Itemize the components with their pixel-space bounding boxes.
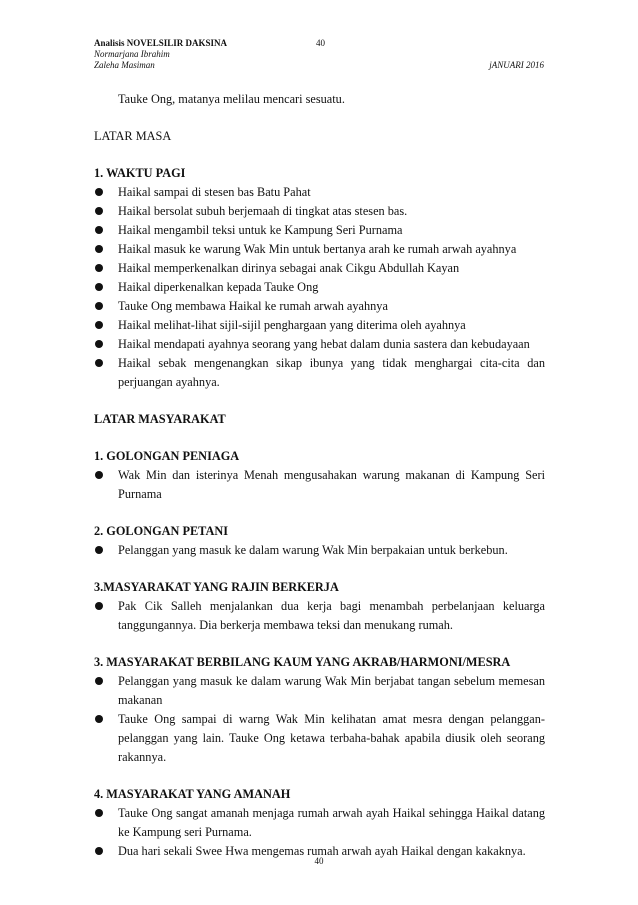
footer-page-number: 40 xyxy=(314,856,324,866)
list-item xyxy=(94,597,545,635)
list-item-text: Haikal sampai di stesen bas Batu Pahat xyxy=(118,185,311,199)
spacer xyxy=(94,504,545,522)
document-title: Analisis NOVELSILIR DAKSINA xyxy=(94,38,228,48)
list-item xyxy=(94,804,545,842)
header-date: jANUARI 2016 xyxy=(489,60,544,70)
spacer xyxy=(94,146,545,164)
bullet-icon xyxy=(95,207,103,215)
list-item-text: Haikal memperkenalkan dirinya sebagai anak Cikgu Abdullah Kayan xyxy=(118,261,460,275)
list-item-text: Haikal masuk ke warung Wak Min untuk bertanya arah ke rumah arwah ayahnya xyxy=(118,242,517,256)
berbilang-kaum-heading: 3. MASYARAKAT BERBILANG KAUM YANG AKRAB/HARMONI/MESRA xyxy=(94,655,511,669)
bullet-icon xyxy=(95,359,103,367)
page-header xyxy=(94,38,544,71)
list-item-text: Pelanggan yang masuk ke dalam warung Wak Min berjabat tangan sebelum memesan makanan xyxy=(118,674,545,707)
bullet-icon xyxy=(95,602,103,610)
waktu-pagi-list xyxy=(94,183,545,392)
list-item-text: Haikal bersolat subuh berjemaah di tingkat atas stesen bas. xyxy=(118,204,408,218)
list-item xyxy=(94,221,545,240)
list-item xyxy=(94,466,545,504)
list-item-text: Tauke Ong sangat amanah menjaga rumah arwah ayah Haikal sehingga Haikal datang ke Kampung seri Purnama. xyxy=(118,806,545,839)
header-page-number: 40 xyxy=(316,38,325,48)
document-body xyxy=(94,90,545,861)
bullet-icon xyxy=(95,226,103,234)
list-item xyxy=(94,297,545,316)
list-item xyxy=(94,541,545,560)
bullet-icon xyxy=(95,245,103,253)
list-item-text: Haikal mendapati ayahnya seorang yang hebat dalam dunia sastera dan kebudayaan xyxy=(118,337,530,351)
list-item xyxy=(94,183,545,202)
list-item-text: Pelanggan yang masuk ke dalam warung Wak Min berpakaian untuk berkebun. xyxy=(118,543,508,557)
bullet-icon xyxy=(95,321,103,329)
rajin-berkerja-list xyxy=(94,597,545,635)
author-name-1: Normarjana Ibrahim xyxy=(94,49,170,59)
spacer xyxy=(94,392,545,410)
bullet-icon xyxy=(95,715,103,723)
bullet-icon xyxy=(95,677,103,685)
list-item-text: Dua hari sekali Swee Hwa mengemas rumah arwah ayah Haikal dengan kakaknya. xyxy=(118,844,526,858)
list-item xyxy=(94,672,545,710)
bullet-icon xyxy=(95,809,103,817)
list-item-text: Pak Cik Salleh menjalankan dua kerja bagi menambah perbelanjaan keluarga tanggungannya. Dia berkerja membawa teksi dan menukang rumah. xyxy=(118,599,545,632)
amanah-heading: 4. MASYARAKAT YANG AMANAH xyxy=(94,787,291,801)
golongan-peniaga-heading: 1. GOLONGAN PENIAGA xyxy=(94,449,240,463)
bullet-icon xyxy=(95,188,103,196)
golongan-petani-heading: 2. GOLONGAN PETANI xyxy=(94,524,229,538)
list-item xyxy=(94,240,545,259)
list-item xyxy=(94,278,545,297)
list-item xyxy=(94,316,545,335)
spacer xyxy=(94,560,545,578)
spacer xyxy=(94,635,545,653)
list-item-text: Haikal melihat-lihat sijil-sijil penghargaan yang diterima oleh ayahnya xyxy=(118,318,466,332)
list-item-text: Tauke Ong sampai di warng Wak Min kelihatan amat mesra dengan pelanggan-pelanggan yang lain. Tauke Ong ketawa terbaha-bahak apabila diusik oleh seorang rakannya. xyxy=(118,712,545,764)
bullet-icon xyxy=(95,847,103,855)
rajin-berkerja-heading: 3.MASYARAKAT YANG RAJIN BERKERJA xyxy=(94,580,339,594)
golongan-peniaga-list xyxy=(94,466,545,504)
spacer xyxy=(94,429,545,447)
latar-masa-heading: LATAR MASA xyxy=(94,129,172,143)
spacer xyxy=(94,767,545,785)
bullet-icon xyxy=(95,283,103,291)
list-item xyxy=(94,202,545,221)
berbilang-kaum-list xyxy=(94,672,545,767)
spacer xyxy=(94,109,545,127)
list-item xyxy=(94,259,545,278)
bullet-icon xyxy=(95,264,103,272)
list-item-text: Haikal mengambil teksi untuk ke Kampung Seri Purnama xyxy=(118,223,403,237)
author-name-2: Zaleha Masiman xyxy=(94,60,155,70)
list-item-text: Haikal diperkenalkan kepada Tauke Ong xyxy=(118,280,319,294)
list-item-text: Tauke Ong membawa Haikal ke rumah arwah ayahnya xyxy=(118,299,388,313)
waktu-pagi-heading: 1. WAKTU PAGI xyxy=(94,166,186,180)
list-item xyxy=(94,710,545,767)
list-item-text: Haikal sebak mengenangkan sikap ibunya yang tidak menghargai cita-cita dan perjuangan ayahnya. xyxy=(118,356,545,389)
golongan-petani-list xyxy=(94,541,545,560)
amanah-list xyxy=(94,804,545,861)
bullet-icon xyxy=(95,546,103,554)
bullet-icon xyxy=(95,340,103,348)
list-item xyxy=(94,354,545,392)
intro-paragraph: Tauke Ong, matanya melilau mencari sesuatu. xyxy=(118,92,345,106)
bullet-icon xyxy=(95,302,103,310)
list-item-text: Wak Min dan isterinya Menah mengusahakan warung makanan di Kampung Seri Purnama xyxy=(118,468,545,501)
bullet-icon xyxy=(95,471,103,479)
latar-masyarakat-heading: LATAR MASYARAKAT xyxy=(94,412,226,426)
list-item xyxy=(94,335,545,354)
